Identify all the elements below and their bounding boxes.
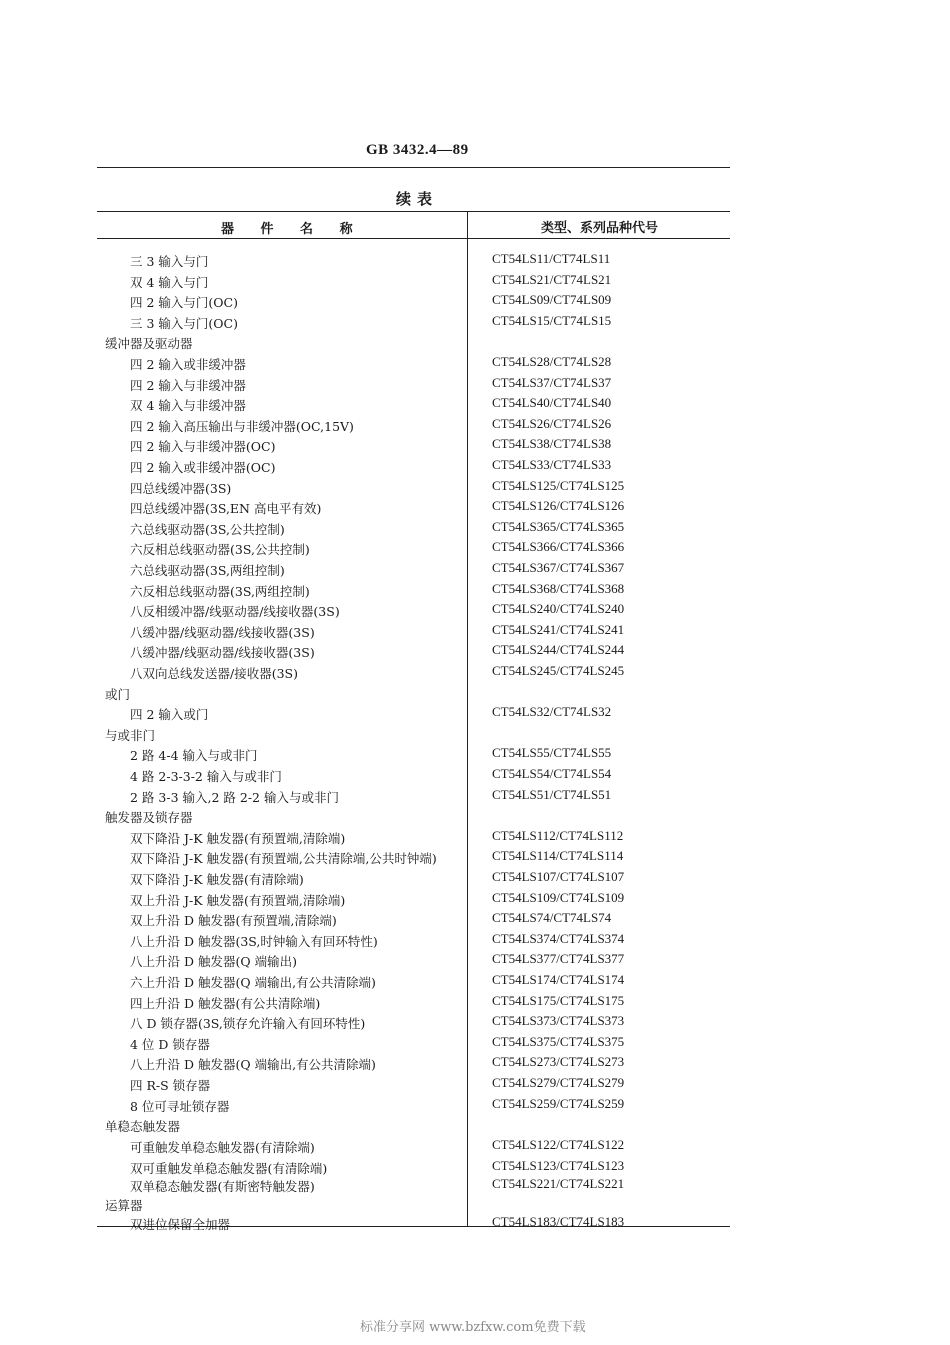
device-code: CT54LS38/CT74LS38 — [492, 436, 612, 452]
continued-title: 续表 — [396, 190, 439, 208]
device-name: 双进位保留全加器 — [130, 1216, 231, 1232]
device-code: CT54LS241/CT74LS241 — [492, 621, 625, 637]
device-code: CT54LS37/CT74LS37 — [492, 374, 612, 390]
device-name: 六总线驱动器(3S,公共控制) — [130, 521, 285, 537]
table-row — [97, 437, 730, 457]
header-rule — [97, 167, 730, 168]
device-name: 八上升沿 D 触发器(Q 端输出,有公共清除端) — [130, 1057, 376, 1073]
device-name: 三 3 输入与门 — [130, 254, 209, 269]
category-name: 缓冲器及驱动器 — [105, 336, 193, 352]
category-name: 单稳态触发器 — [105, 1119, 181, 1135]
table-row — [97, 499, 730, 519]
table-row — [97, 1055, 730, 1075]
table-row — [97, 273, 730, 293]
header-divider — [97, 238, 730, 239]
table-row — [97, 355, 730, 375]
device-code: CT54LS374/CT74LS374 — [492, 930, 625, 946]
table-row — [97, 664, 730, 684]
device-name: 四 2 输入高压输出与非缓冲器(OC,15V) — [130, 418, 354, 434]
device-name: 八反相缓冲器/线驱动器/线接收器(3S) — [130, 604, 340, 620]
device-name: 双 4 输入与非缓冲器 — [130, 398, 246, 414]
device-table — [97, 211, 730, 1232]
device-name: 双 4 输入与门 — [130, 274, 209, 290]
table-row — [97, 705, 730, 725]
table-row — [97, 1138, 730, 1158]
table-row — [97, 767, 730, 787]
device-code: CT54LS32/CT74LS32 — [492, 704, 612, 720]
device-code: CT54LS273/CT74LS273 — [492, 1054, 625, 1070]
device-name: 双可重触发单稳态触发器(有清除端) — [130, 1160, 328, 1176]
device-code: CT54LS11/CT74LS11 — [492, 251, 611, 266]
device-code: CT54LS367/CT74LS367 — [492, 560, 625, 575]
device-code: CT54LS373/CT74LS373 — [492, 1013, 625, 1029]
device-name: 八缓冲器/线驱动器/线接收器(3S) — [130, 645, 315, 661]
device-code: CT54LS123/CT74LS123 — [492, 1157, 625, 1173]
table-row — [97, 952, 730, 972]
device-name: 2 路 4-4 输入与或非门 — [130, 748, 258, 764]
device-code: CT54LS33/CT74LS33 — [492, 457, 612, 472]
device-code: CT54LS221/CT74LS221 — [492, 1176, 625, 1192]
device-code: CT54LS107/CT74LS107 — [492, 869, 625, 884]
device-name: 六反相总线驱动器(3S,公共控制) — [130, 542, 310, 558]
category-row — [97, 1117, 730, 1137]
device-name: 六总线驱动器(3S,两组控制) — [130, 563, 285, 578]
device-name: 八上升沿 D 触发器(Q 端输出) — [130, 954, 297, 970]
category-row — [97, 726, 730, 746]
table-row — [97, 746, 730, 766]
device-code: CT54LS109/CT74LS109 — [492, 889, 625, 905]
device-name: 双下降沿 J-K 触发器(有预置端,公共清除端,公共时钟端) — [130, 851, 437, 867]
device-code: CT54LS279/CT74LS279 — [492, 1075, 625, 1090]
device-code: CT54LS40/CT74LS40 — [492, 395, 612, 411]
table-row — [97, 973, 730, 993]
device-name: 8 位可寻址锁存器 — [130, 1098, 230, 1114]
table-row — [97, 1177, 730, 1197]
category-row — [97, 685, 730, 705]
device-name: 四 2 输入与门(OC) — [130, 295, 238, 311]
table-row — [97, 376, 730, 396]
table-row — [97, 994, 730, 1014]
table-row — [97, 643, 730, 663]
device-name: 四 2 输入或门 — [130, 707, 209, 723]
table-row — [97, 849, 730, 869]
device-name: 六上升沿 D 触发器(Q 端输出,有公共清除端) — [130, 975, 376, 990]
device-code: CT54LS259/CT74LS259 — [492, 1095, 625, 1111]
device-code: CT54LS54/CT74LS54 — [492, 766, 612, 781]
device-name: 八双向总线发送器/接收器(3S) — [130, 666, 298, 681]
device-code: CT54LS365/CT74LS365 — [492, 518, 625, 534]
table-row — [97, 520, 730, 540]
device-code: CT54LS09/CT74LS09 — [492, 292, 612, 308]
table-row — [97, 1215, 730, 1235]
table-row — [97, 252, 730, 272]
table-row — [97, 891, 730, 911]
device-name: 四 2 输入或非缓冲器 — [130, 357, 246, 372]
device-name: 四 2 输入与非缓冲器 — [130, 377, 246, 393]
device-name: 双上升沿 J-K 触发器(有预置端,清除端) — [130, 892, 346, 908]
table-row — [97, 458, 730, 478]
device-name: 四上升沿 D 触发器(有公共清除端) — [130, 995, 321, 1011]
device-code: CT54LS28/CT74LS28 — [492, 354, 612, 369]
device-code: CT54LS240/CT74LS240 — [492, 601, 625, 617]
device-name: 双下降沿 J-K 触发器(有预置端,清除端) — [130, 830, 346, 846]
device-name: 双上升沿 D 触发器(有预置端,清除端) — [130, 913, 337, 929]
table-row — [97, 314, 730, 334]
device-code: CT54LS55/CT74LS55 — [492, 745, 612, 761]
device-code: CT54LS244/CT74LS244 — [492, 642, 625, 658]
device-name: 双单稳态触发器(有斯密特触发器) — [130, 1179, 315, 1195]
table-row — [97, 396, 730, 416]
column-header-code: 类型、系列品种代号 — [541, 221, 659, 236]
device-name: 六反相总线驱动器(3S,两组控制) — [130, 583, 310, 599]
device-code: CT54LS174/CT74LS174 — [492, 972, 625, 987]
table-row — [97, 1014, 730, 1034]
device-code: CT54LS74/CT74LS74 — [492, 910, 612, 926]
device-name: 可重触发单稳态触发器(有清除端) — [130, 1139, 315, 1155]
device-name: 2 路 3-3 输入,2 路 2-2 输入与或非门 — [130, 789, 339, 805]
table-row — [97, 561, 730, 581]
category-row — [97, 334, 730, 354]
device-name: 双下降沿 J-K 触发器(有清除端) — [130, 872, 304, 887]
device-code: CT54LS245/CT74LS245 — [492, 663, 625, 678]
table-row — [97, 829, 730, 849]
device-code: CT54LS112/CT74LS112 — [492, 827, 624, 843]
table-row — [97, 1076, 730, 1096]
table-row — [97, 582, 730, 602]
table-row — [97, 623, 730, 643]
device-name: 八上升沿 D 触发器(3S,时钟输入有回环特性) — [130, 933, 378, 949]
device-name: 四 R-S 锁存器 — [130, 1078, 211, 1093]
device-code: CT54LS377/CT74LS377 — [492, 951, 625, 967]
table-row — [97, 602, 730, 622]
device-code: CT54LS126/CT74LS126 — [492, 498, 625, 514]
category-name: 触发器及锁存器 — [105, 810, 193, 826]
device-code: CT54LS122/CT74LS122 — [492, 1136, 625, 1152]
table-row — [97, 932, 730, 952]
standard-code: GB 3432.4—89 — [366, 142, 469, 158]
table-row — [97, 788, 730, 808]
device-code: CT54LS366/CT74LS366 — [492, 539, 625, 555]
table-row — [97, 1035, 730, 1055]
table-row — [97, 540, 730, 560]
column-header-name: 器 件 名 称 — [221, 222, 353, 237]
table-row — [97, 911, 730, 931]
device-code: CT54LS125/CT74LS125 — [492, 477, 625, 493]
device-name: 四总线缓冲器(3S,EN 高电平有效) — [130, 501, 322, 517]
table-row — [97, 417, 730, 437]
footer-watermark: 标准分享网 www.bzfxw.com免费下载 — [360, 1320, 586, 1335]
category-name: 或门 — [105, 686, 131, 702]
device-name: 四 2 输入或非缓冲器(OC) — [130, 460, 276, 475]
device-code: CT54LS175/CT74LS175 — [492, 992, 625, 1008]
device-name: 4 路 2-3-3-2 输入与或非门 — [130, 769, 282, 784]
category-name: 与或非门 — [105, 727, 156, 743]
category-row — [97, 1196, 730, 1216]
device-name: 三 3 输入与门(OC) — [130, 315, 238, 331]
table-row — [97, 1097, 730, 1117]
device-code: CT54LS368/CT74LS368 — [492, 580, 625, 596]
device-name: 四 2 输入与非缓冲器(OC) — [130, 439, 276, 455]
table-row — [97, 293, 730, 313]
device-code: CT54LS21/CT74LS21 — [492, 271, 612, 287]
device-name: 4 位 D 锁存器 — [130, 1036, 210, 1052]
device-code: CT54LS114/CT74LS114 — [492, 848, 624, 864]
table-row — [97, 870, 730, 890]
device-code: CT54LS375/CT74LS375 — [492, 1033, 625, 1049]
device-name: 八 D 锁存器(3S,锁存允许输入有回环特性) — [130, 1016, 366, 1032]
category-name: 运算器 — [105, 1198, 143, 1213]
device-code: CT54LS15/CT74LS15 — [492, 312, 612, 328]
device-name: 四总线缓冲器(3S) — [130, 480, 232, 496]
table-row — [97, 1159, 730, 1179]
device-code: CT54LS183/CT74LS183 — [492, 1213, 625, 1229]
device-name: 八缓冲器/线驱动器/线接收器(3S) — [130, 624, 315, 640]
device-code: CT54LS26/CT74LS26 — [492, 415, 612, 431]
category-row — [97, 808, 730, 828]
table-row — [97, 479, 730, 499]
device-code: CT54LS51/CT74LS51 — [492, 786, 612, 802]
